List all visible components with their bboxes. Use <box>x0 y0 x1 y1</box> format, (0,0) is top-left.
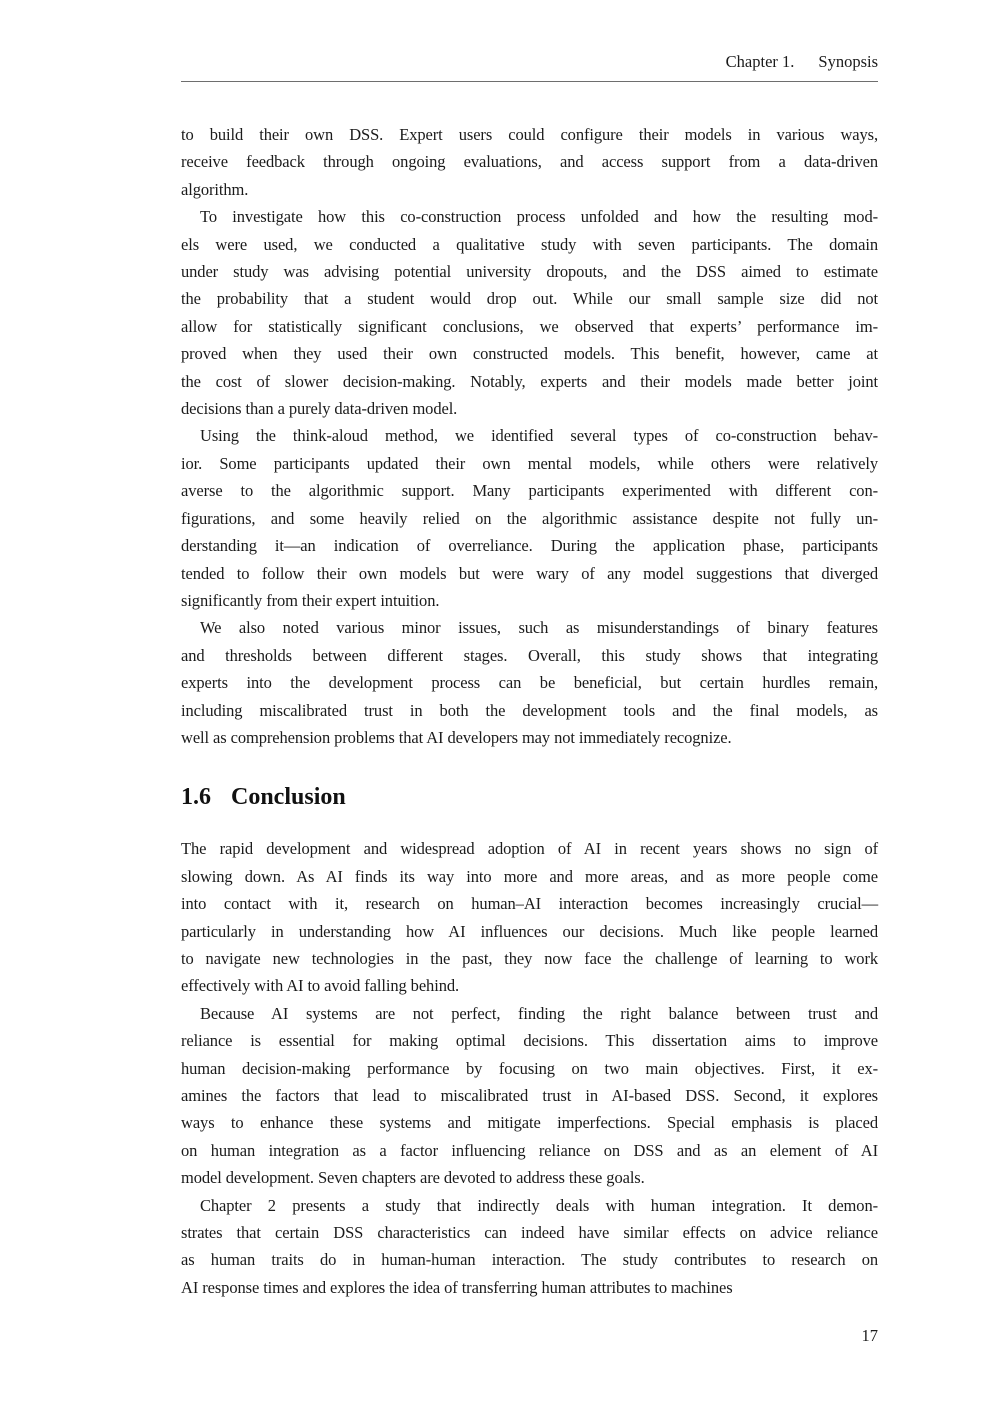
section-heading <box>181 781 878 813</box>
running-header-chapter: Chapter 1. <box>725 52 795 71</box>
paragraph <box>181 835 878 999</box>
text-line: AI response times and explores the idea of transferring human attributes to machines <box>181 1277 733 1297</box>
text-line: to navigate new technologies in the past, they now face the challenge of learning to work <box>181 948 878 968</box>
text-line: els were used, we conducted a qualitative study with seven participants. The domain <box>181 234 878 254</box>
text-line: ways to enhance these systems and mitigate imperfections. Special emphasis is placed <box>181 1113 878 1133</box>
text-line: averse to the algorithmic support. Many participants experimented with different con- <box>181 481 878 501</box>
text-column <box>181 121 878 1301</box>
paragraph <box>181 614 878 751</box>
text-line: as human traits do in human-human interaction. The study contributes to research on <box>181 1250 878 1270</box>
section-number: 1.6 <box>181 784 211 811</box>
text-line: and thresholds between different stages. Overall, this study shows that integrating <box>181 645 878 665</box>
text-line: well as comprehension problems that AI developers may not immediately recognize. <box>181 727 732 747</box>
text-line: Using the think-aloud method, we identified several types of co-construction behav- <box>200 426 878 446</box>
text-line: algorithm. <box>181 179 249 199</box>
text-line: to build their own DSS. Expert users could configure their models in various ways, <box>181 125 878 144</box>
text-line: the cost of slower decision-making. Notably, experts and their models made better joint <box>181 371 878 391</box>
section-title: Conclusion <box>231 784 346 811</box>
text-line: amines the factors that lead to miscalibrated trust in AI-based DSS. Second, it explores <box>181 1086 878 1105</box>
text-line: the probability that a student would drop out. While our small sample size did not <box>181 289 878 309</box>
text-line: on human integration as a factor influencing reliance on DSS and as an element of AI <box>181 1140 878 1160</box>
text-line: reliance is essential for making optimal decisions. This dissertation aims to improve <box>181 1031 878 1051</box>
page-number: 17 <box>861 1326 878 1345</box>
text-line: effectively with AI to avoid falling behind. <box>181 976 460 996</box>
text-line: into contact with it, research on human–AI interaction becomes increasingly crucial— <box>181 894 878 914</box>
text-line: including miscalibrated trust in both the development tools and the final models, as <box>181 700 878 720</box>
text-line: To investigate how this co-construction process unfolded and how the resulting mod- <box>200 207 878 227</box>
text-line: receive feedback through ongoing evaluations, and access support from a data-driven <box>181 152 878 172</box>
intro-paragraphs <box>181 121 878 751</box>
text-line: We also noted various minor issues, such as misunderstandings of binary features <box>200 618 878 638</box>
text-line: particularly in understanding how AI influences our decisions. Much like people learned <box>181 921 878 941</box>
text-line: slowing down. As AI finds its way into more and more areas, and as more people come <box>181 866 878 886</box>
text-line: ior. Some participants updated their own mental models, while others were relatively <box>181 453 878 473</box>
text-line: The rapid development and widespread adoption of AI in recent years shows no sign of <box>181 839 878 859</box>
text-line: decisions than a purely data-driven model. <box>181 399 458 419</box>
text-line: strates that certain DSS characteristics can indeed have similar effects on advice reliance <box>181 1223 878 1243</box>
text-line: figurations, and some heavily relied on the algorithmic assistance despite not fully un- <box>181 508 878 528</box>
paragraph <box>181 203 878 422</box>
paragraph <box>181 1192 878 1302</box>
text-line: derstanding it—an indication of overreliance. During the application phase, participants <box>181 536 878 556</box>
paragraph <box>181 422 878 614</box>
paragraph <box>181 121 878 203</box>
text-line: model development. Seven chapters are devoted to address these goals. <box>181 1168 645 1188</box>
text-line: Because AI systems are not perfect, finding the right balance between trust and <box>200 1003 878 1023</box>
text-line: experts into the development process can be beneficial, but certain hurdles remain, <box>181 673 878 693</box>
conclusion-paragraphs <box>181 835 878 1301</box>
text-line: tended to follow their own models but were wary of any model suggestions that diverged <box>181 563 878 583</box>
text-line: Chapter 2 presents a study that indirectly deals with human integration. It demon- <box>200 1195 878 1215</box>
header-rule <box>181 81 878 82</box>
text-line: significantly from their expert intuition. <box>181 590 440 610</box>
running-header <box>181 52 878 72</box>
text-line: human decision-making performance by focusing on two main objectives. First, it ex- <box>181 1058 878 1078</box>
paragraph <box>181 1000 878 1192</box>
text-line: under study was advising potential university dropouts, and the DSS aimed to estimate <box>181 262 878 282</box>
text-line: proved when they used their own constructed models. This benefit, however, came at <box>181 344 878 364</box>
text-line: allow for statistically significant conclusions, we observed that experts’ performance im- <box>181 316 878 336</box>
running-header-title: Synopsis <box>818 52 878 71</box>
